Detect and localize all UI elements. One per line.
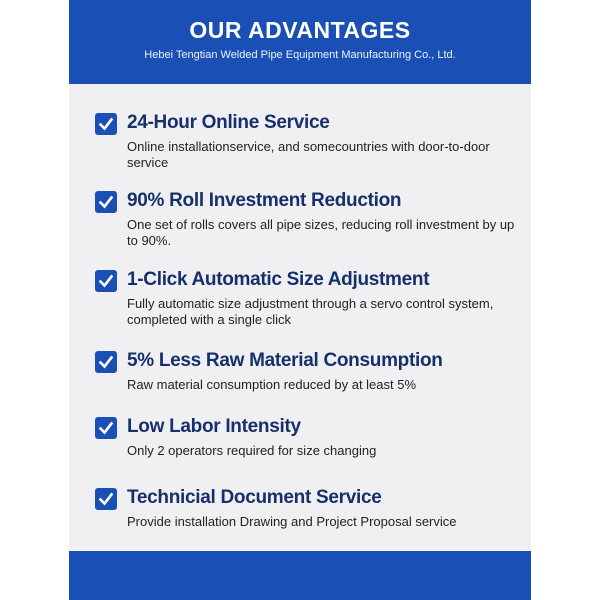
advantage-title: 5% Less Raw Material Consumption: [127, 350, 443, 371]
advantage-description: Raw material consumption reduced by at least 5%: [127, 377, 417, 392]
company-name: Hebei Tengtian Welded Pipe Equipment Manufacturing Co., Ltd.: [144, 49, 456, 61]
advantage-title: 90% Roll Investment Reduction: [127, 190, 402, 211]
advantage-description: Provide installation Drawing and Project Proposal service: [127, 514, 457, 529]
advantage-title: 1-Click Automatic Size Adjustment: [127, 269, 430, 290]
advantage-description: One set of rolls covers all pipe sizes, reducing roll investment by up to 90%.: [127, 217, 515, 248]
advantages-panel: [69, 0, 531, 600]
footer-banner: [69, 551, 531, 600]
checkbox-check-icon: [95, 270, 117, 292]
advantage-description: Online installationservice, and somecountries with door-to-door service: [127, 139, 490, 170]
checkbox-check-icon: [95, 191, 117, 213]
advantage-description: Fully automatic size adjustment through a servo control system, completed with a single click: [127, 296, 494, 327]
header-banner: [69, 0, 531, 84]
checkbox-check-icon: [95, 351, 117, 373]
checkbox-check-icon: [95, 113, 117, 135]
checkbox-check-icon: [95, 417, 117, 439]
advantage-description: Only 2 operators required for size changing: [127, 443, 377, 458]
advantage-title: 24-Hour Online Service: [127, 112, 330, 133]
page-title: OUR ADVANTAGES: [189, 17, 411, 43]
advantage-title: Technicial Document Service: [127, 487, 382, 508]
checkbox-check-icon: [95, 488, 117, 510]
advantage-title: Low Labor Intensity: [127, 416, 301, 437]
